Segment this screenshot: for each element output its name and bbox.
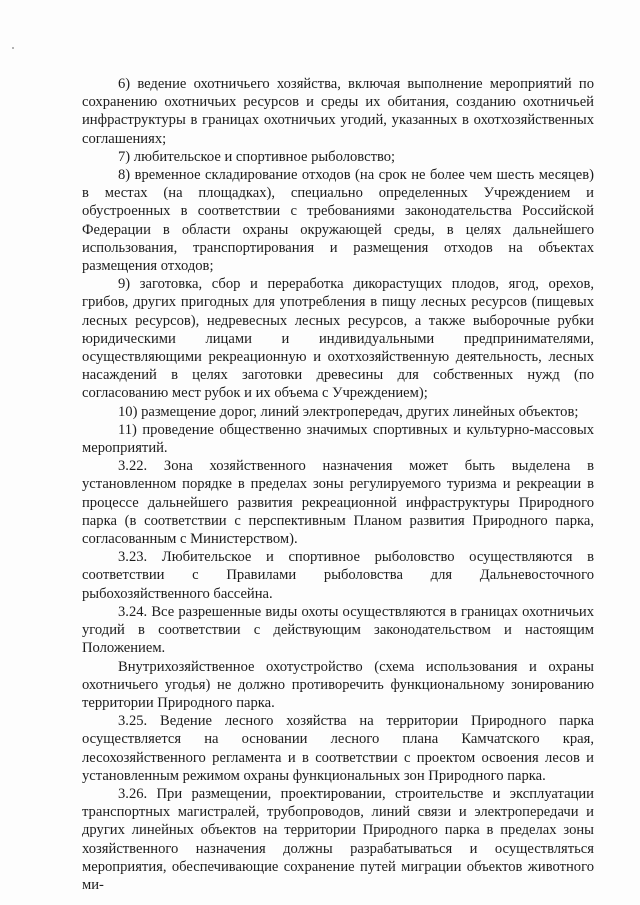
paragraph-item-8: 8) временное складирование отходов (на срок не более чем шесть месяцев) в местах (на площадках), специально определенных Учреждением и обустроенных в соответствии с требованиями законодательства Российской Федерации в области охраны окружающей среды, в целях дальнейшего использования, транспортирования и размещения отходов на объектах размещения отходов;	[82, 167, 594, 275]
paragraph-3-23: 3.23. Любительское и спортивное рыболовство осуществляются в соответствии с Правилами рыболовства для Дальневосточного рыбохозяйственного бассейна.	[82, 549, 594, 602]
paragraph-hunting-scheme: Внутрихозяйственное охотустройство (схема использования и охраны охотничьего угодья) не должно противоречить функциональному зонированию территории Природного парка.	[82, 658, 594, 711]
paragraph-item-11: 11) проведение общественно значимых спортивных и культурно-массовых мероприятий.	[82, 421, 594, 457]
paragraph-3-25: 3.25. Ведение лесного хозяйства на территории Природного парка осуществляется на основании лесного плана Камчатского края, лесохозяйственного регламента и в соответствии с проектом освоения лесов и установленным режимом охраны функциональных зон Природного парка.	[82, 713, 594, 784]
scan-speck	[12, 47, 14, 49]
paragraph-item-9: 9) заготовка, сбор и переработка дикорастущих плодов, ягод, орехов, грибов, других пригодных для употребления в пищу лесных ресурсов (пищевых лесных ресурсов), недревесных лесных ресурсов, а также выборочные рубки юридическими лицами и индивидуальными предпринимателями, осуществляющими рекреационную и охотхозяйственную деятельность, лесных насаждений в целях заготовки древесины для собственных нужд (по согласованию мест рубок и их объема с Учреждением);	[82, 276, 594, 402]
paragraph-3-24: 3.24. Все разрешенные виды охоты осуществляются в границах охотничьих угодий в соответствии с действующим законодательством и настоящим Положением.	[82, 603, 594, 657]
paragraph-3-22: 3.22. Зона хозяйственного назначения может быть выделена в установленном порядке в пределах зоны регулируемого туризма и рекреации в процессе дальнейшего развития рекреационной инфраструктуры Природного парка (в соответствии с перспективным Планом развития Природного парка, согласованным с Министерством).	[82, 458, 594, 548]
document-body	[82, 75, 594, 894]
paragraph-item-6: 6) ведение охотничьего хозяйства, включая выполнение мероприятий по сохранению охотничьих ресурсов и среды их обитания, созданию охотничьей инфраструктуры в границах охотничьих угодий, указанных в охотхозяйственных соглашениях;	[82, 76, 594, 147]
paragraph-3-26: 3.26. При размещении, проектировании, строительстве и эксплуатации транспортных магистралей, трубопроводов, линий связи и электропередачи и других линейных объектов на территории Природного парка в пределах зоны хозяйственного назначения должны разрабатываться и осуществляться мероприятия, обеспечивающие сохранение путей миграции объектов животного ми-	[82, 785, 594, 893]
paragraph-item-7: 7) любительское и спортивное рыболовство;	[118, 148, 396, 165]
paragraph-item-10: 10) размещение дорог, линий электропередач, других линейных объектов;	[118, 403, 579, 420]
